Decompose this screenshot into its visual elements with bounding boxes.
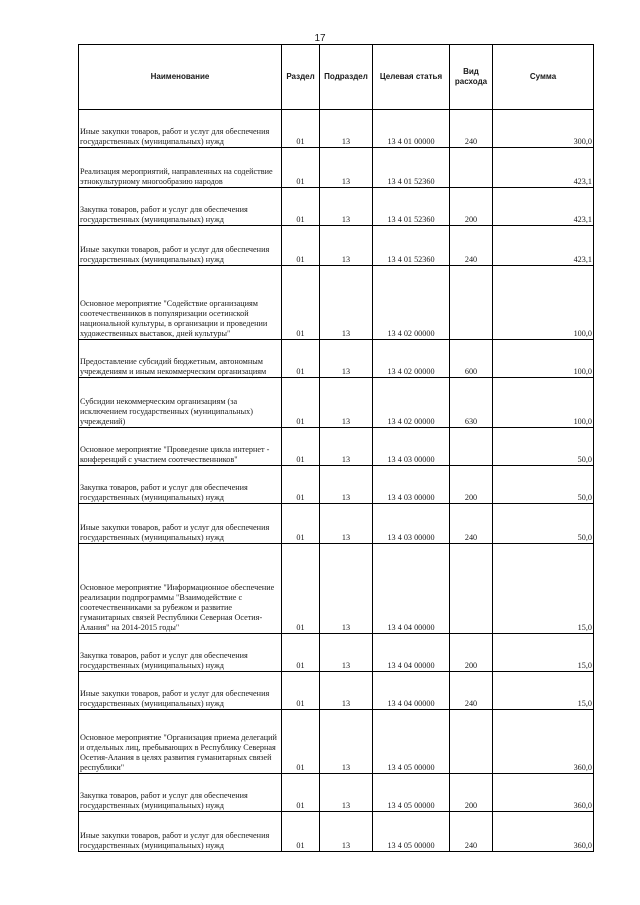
table-row [79,378,594,428]
cell-expense-type: 200 [450,634,493,672]
table-row [79,504,594,544]
cell-expense-type: 200 [450,774,493,812]
page-number: 17 [314,33,326,44]
cell-section: 01 [282,188,320,226]
cell-name: Закупка товаров, работ и услуг для обеспечения государственных (муниципальных) нужд [79,466,282,504]
cell-section: 01 [282,266,320,340]
cell-name: Основное мероприятие "Содействие организациям соотечественников в популяризации осетинской национальной культуры, в организации и проведении художественных выставок, дней культуры" [79,266,282,340]
cell-expense-type: 240 [450,110,493,148]
header-section: Раздел [282,45,320,110]
cell-name: Иные закупки товаров, работ и услуг для обеспечения государственных (муниципальных) нужд [79,672,282,710]
cell-target: 13 4 01 52360 [373,188,450,226]
table-row [79,774,594,812]
cell-section: 01 [282,466,320,504]
cell-target: 13 4 03 00000 [373,466,450,504]
table-row [79,188,594,226]
cell-name: Основное мероприятие "Организация приема делегаций и отдельных лиц, пребывающих в Республику Северная Осетия-Алания в целях развития гуманитарных связей республики" [79,710,282,774]
cell-subsection: 13 [320,672,373,710]
cell-target: 13 4 04 00000 [373,672,450,710]
cell-expense-type: 240 [450,672,493,710]
header-amount: Сумма [493,45,594,110]
cell-subsection: 13 [320,378,373,428]
table-body [79,110,594,852]
cell-target: 13 4 01 00000 [373,110,450,148]
cell-expense-type [450,710,493,774]
cell-expense-type [450,266,493,340]
table-row [79,226,594,266]
cell-target: 13 4 03 00000 [373,428,450,466]
cell-name: Иные закупки товаров, работ и услуг для обеспечения государственных (муниципальных) нужд [79,504,282,544]
cell-amount: 100,0 [493,378,594,428]
table-row [79,634,594,672]
cell-subsection: 13 [320,466,373,504]
cell-section: 01 [282,774,320,812]
cell-target: 13 4 04 00000 [373,544,450,634]
cell-expense-type: 240 [450,812,493,852]
cell-name: Закупка товаров, работ и услуг для обеспечения государственных (муниципальных) нужд [79,188,282,226]
cell-name: Закупка товаров, работ и услуг для обеспечения государственных (муниципальных) нужд [79,774,282,812]
cell-target: 13 4 05 00000 [373,812,450,852]
budget-table [78,44,594,852]
table-row [79,812,594,852]
cell-section: 01 [282,378,320,428]
cell-expense-type: 200 [450,466,493,504]
cell-subsection: 13 [320,774,373,812]
cell-amount: 360,0 [493,774,594,812]
cell-target: 13 4 02 00000 [373,340,450,378]
cell-name: Реализация мероприятий, направленных на содействие этнокультурному многообразию народов [79,148,282,188]
cell-subsection: 13 [320,266,373,340]
cell-section: 01 [282,504,320,544]
cell-section: 01 [282,710,320,774]
cell-target: 13 4 02 00000 [373,378,450,428]
table-header-row [79,45,594,110]
cell-name: Иные закупки товаров, работ и услуг для обеспечения государственных (муниципальных) нужд [79,110,282,148]
cell-amount: 100,0 [493,266,594,340]
header-name: Наименование [79,45,282,110]
table-row [79,672,594,710]
table-row [79,544,594,634]
cell-section: 01 [282,544,320,634]
cell-subsection: 13 [320,110,373,148]
cell-expense-type: 200 [450,188,493,226]
cell-target: 13 4 03 00000 [373,504,450,544]
cell-amount: 15,0 [493,672,594,710]
cell-subsection: 13 [320,188,373,226]
cell-expense-type [450,148,493,188]
cell-section: 01 [282,340,320,378]
cell-amount: 360,0 [493,812,594,852]
cell-amount: 423,1 [493,188,594,226]
cell-amount: 15,0 [493,634,594,672]
cell-subsection: 13 [320,544,373,634]
table-row [79,148,594,188]
cell-amount: 15,0 [493,544,594,634]
cell-expense-type: 240 [450,504,493,544]
cell-subsection: 13 [320,812,373,852]
cell-subsection: 13 [320,710,373,774]
cell-target: 13 4 05 00000 [373,710,450,774]
cell-section: 01 [282,226,320,266]
cell-expense-type: 240 [450,226,493,266]
header-expense-type: Вид расхода [450,45,493,110]
cell-target: 13 4 01 52360 [373,226,450,266]
cell-section: 01 [282,148,320,188]
cell-section: 01 [282,634,320,672]
header-subsection: Подраздел [320,45,373,110]
cell-amount: 360,0 [493,710,594,774]
cell-expense-type: 630 [450,378,493,428]
table-row [79,266,594,340]
cell-subsection: 13 [320,504,373,544]
cell-expense-type [450,428,493,466]
cell-amount: 300,0 [493,110,594,148]
cell-expense-type: 600 [450,340,493,378]
cell-amount: 423,1 [493,148,594,188]
cell-amount: 100,0 [493,340,594,378]
cell-amount: 423,1 [493,226,594,266]
cell-subsection: 13 [320,428,373,466]
cell-section: 01 [282,428,320,466]
cell-name: Иные закупки товаров, работ и услуг для обеспечения государственных (муниципальных) нужд [79,812,282,852]
cell-subsection: 13 [320,634,373,672]
cell-name: Предоставление субсидий бюджетным, автономным учреждениям и иным некоммерческим организациям [79,340,282,378]
table-row [79,466,594,504]
cell-name: Основное мероприятие "Информационное обеспечение реализации подпрограммы "Взаимодействие с соотечественниками за рубежом и развитие гуманитарных связей Республики Северная Осетия-Алания" на 2014-2015 годы" [79,544,282,634]
table-row [79,710,594,774]
cell-amount: 50,0 [493,504,594,544]
cell-name: Субсидии некоммерческим организациям (за исключением государственных (муниципальных) учреждений) [79,378,282,428]
cell-target: 13 4 02 00000 [373,266,450,340]
cell-target: 13 4 01 52360 [373,148,450,188]
cell-target: 13 4 05 00000 [373,774,450,812]
table-row [79,340,594,378]
cell-expense-type [450,544,493,634]
cell-target: 13 4 04 00000 [373,634,450,672]
cell-subsection: 13 [320,340,373,378]
header-target: Целевая статья [373,45,450,110]
cell-section: 01 [282,672,320,710]
cell-name: Основное мероприятие "Проведение цикла интернет - конференций с участием соотечественников" [79,428,282,466]
table-row [79,110,594,148]
cell-subsection: 13 [320,148,373,188]
cell-name: Закупка товаров, работ и услуг для обеспечения государственных (муниципальных) нужд [79,634,282,672]
cell-section: 01 [282,812,320,852]
cell-name: Иные закупки товаров, работ и услуг для обеспечения государственных (муниципальных) нужд [79,226,282,266]
table-row [79,428,594,466]
cell-section: 01 [282,110,320,148]
cell-amount: 50,0 [493,466,594,504]
cell-amount: 50,0 [493,428,594,466]
cell-subsection: 13 [320,226,373,266]
